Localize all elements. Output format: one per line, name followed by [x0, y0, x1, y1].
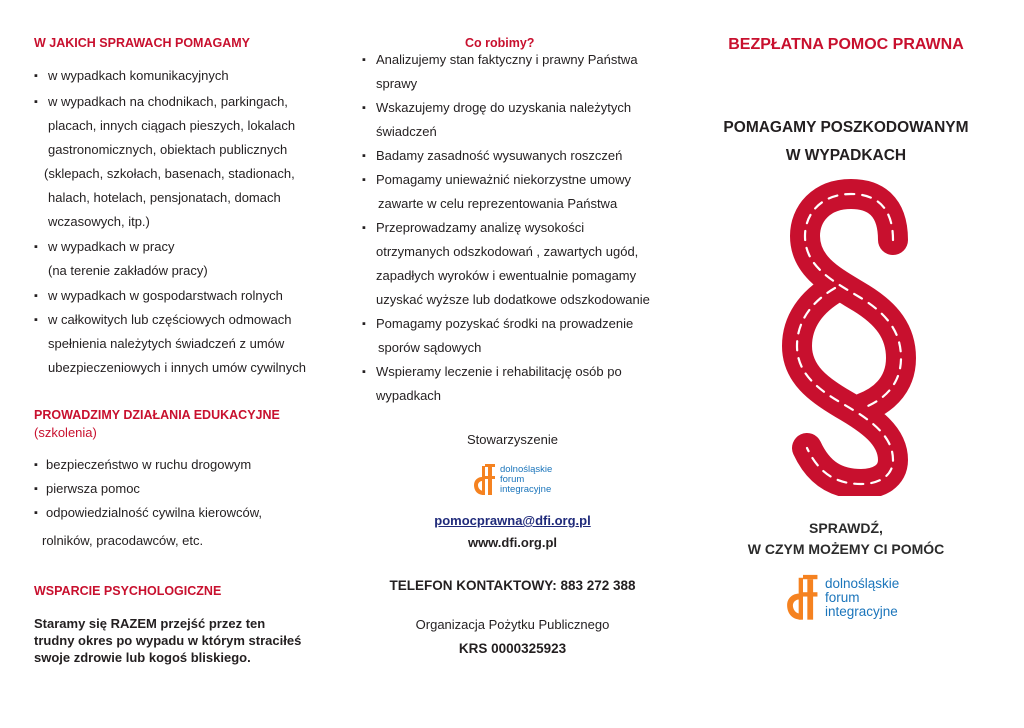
headline-line: POMAGAMY POSZKODOWANYM [723, 119, 969, 136]
list-item: zapadłych wyroków i ewentualnie pomagamy [376, 268, 637, 283]
list-item: rolników, pracodawców, etc. [42, 533, 204, 548]
list-item: ▪ pierwsza pomoc [34, 477, 324, 501]
logo-line: forum [825, 590, 860, 605]
dfi-logo [473, 462, 552, 498]
psych-text-line: swoje zdrowie lub kogoś bliskiego. [34, 650, 251, 665]
dfi-logo-text [500, 465, 552, 495]
list-item: (sklepach, szkołach, basenach, stadionach, [44, 166, 295, 181]
call-to-action [685, 518, 1007, 560]
list-item: ▪ Analizujemy stan faktyczny i prawny Państwa [362, 48, 682, 72]
list-item: gastronomicznych, obiektach publicznych [48, 142, 288, 157]
psych-text [34, 615, 301, 666]
main-title: BEZPŁATNA POMOC PRAWNA [728, 36, 964, 53]
list-item: ▪ w całkowitych lub częściowych odmowach [34, 308, 324, 332]
list-item: halach, hotelach, pensjonatach, domach [48, 190, 281, 205]
list-item: wczasowych, itp.) [48, 214, 150, 229]
headline-line: W WYPADKACH [785, 147, 907, 164]
list-item: ▪ w wypadkach w gospodarstwach rolnych [34, 284, 324, 308]
website-text: www.dfi.org.pl [467, 535, 558, 550]
section-education-subtitle: (szkolenia) [34, 425, 97, 440]
services-list [362, 48, 682, 408]
list-item: wypadkach [376, 388, 442, 403]
list-item: spełnienia należytych świadczeń z umów [48, 336, 285, 351]
list-item: ▪ bezpieczeństwo w ruchu drogowym [34, 453, 324, 477]
list-item: placach, innych ciągach pieszych, lokalach [48, 118, 296, 133]
education-list [34, 453, 324, 553]
list-item: ▪ Przeprowadzamy analizę wysokości [362, 216, 682, 240]
headline [685, 114, 1007, 170]
what-we-do-title: Co robimy? [465, 36, 535, 50]
section-help-title: W JAKICH SPRAWACH POMAGAMY [34, 36, 250, 50]
right-panel [685, 0, 1024, 728]
email-link[interactable]: pomocprawna@dfi.org.pl [434, 513, 591, 528]
dfi-logo-text [825, 577, 899, 619]
list-item: (na terenie zakładów pracy) [48, 263, 208, 278]
psych-text-line: trudny okres po wypadu w którym straciłeś [34, 633, 302, 648]
list-item: ▪ odpowiedzialność cywilna kierowców, [34, 501, 324, 525]
section-education-title: PROWADZIMY DZIAŁANIA EDUKACYJNE [34, 408, 280, 422]
list-item: ubezpieczeniowych i innych umów cywilnych [48, 360, 306, 375]
list-item: świadczeń [376, 124, 437, 139]
email-row [340, 513, 685, 528]
logo-line: integracyjne [500, 484, 552, 495]
list-item: ▪ w wypadkach na chodnikach, parkingach, [34, 90, 324, 114]
list-item: ▪ w wypadkach w pracy [34, 235, 324, 259]
list-item: ▪ w wypadkach komunikacyjnych [34, 64, 324, 88]
cta-line: SPRAWDŹ, [809, 520, 883, 536]
list-item: ▪ Badamy zasadność wysuwanych roszczeń [362, 144, 682, 168]
logo-line: forum [500, 474, 525, 485]
list-item: ▪ Wskazujemy drogę do uzyskania należytych [362, 96, 682, 120]
list-item: sporów sądowych [378, 340, 482, 355]
list-item: sprawy [376, 76, 418, 91]
dfi-logo-large [785, 572, 899, 624]
left-panel [0, 0, 340, 728]
list-item: otrzymanych odszkodowań , zawartych ugód, [376, 244, 639, 259]
middle-panel [340, 0, 685, 728]
phone-text: TELEFON KONTAKTOWY: 883 272 388 [389, 578, 636, 593]
list-item: ▪ Pomagamy unieważnić niekorzystne umowy [362, 168, 682, 192]
psych-text-line: Staramy się RAZEM przejść przez ten [34, 616, 266, 631]
list-item: uzyskać wyższe lub dodatkowe odszkodowanie [376, 292, 650, 307]
dfi-logo-icon [785, 572, 821, 624]
logo-line: dolnośląskie [500, 464, 553, 475]
help-list [34, 64, 324, 380]
krs-text: KRS 0000325923 [458, 641, 567, 656]
dfi-logo-icon [473, 462, 497, 498]
association-label: Stowarzyszenie [466, 432, 559, 447]
list-item: zawarte w celu reprezentowania Państwa [378, 196, 618, 211]
cta-line: W CZYM MOŻEMY CI POMÓC [747, 541, 945, 557]
section-psych-title: WSPARCIE PSYCHOLOGICZNE [34, 584, 222, 598]
logo-line: integracyjne [825, 604, 898, 619]
list-item: ▪ Wspieramy leczenie i rehabilitację osób po [362, 360, 682, 384]
opp-text: Organizacja Pożytku Publicznego [415, 617, 610, 632]
logo-line: dolnośląskie [825, 576, 900, 591]
list-item: ▪ Pomagamy pozyskać środki na prowadzenie [362, 312, 682, 336]
paragraph-road-icon [775, 178, 925, 496]
